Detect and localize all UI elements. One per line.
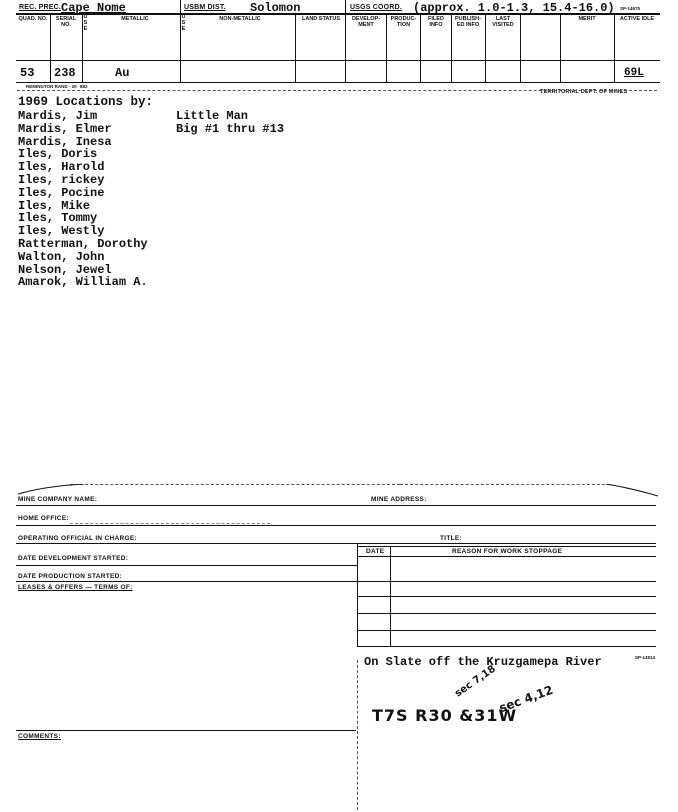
col-serial-no: SERIAL NO. bbox=[55, 16, 77, 28]
dashed-rule bbox=[400, 484, 610, 485]
form-rule bbox=[16, 543, 656, 544]
form-rule bbox=[357, 646, 656, 647]
name-item: Mardis, Inesa bbox=[18, 134, 112, 149]
rec-prec-value: Cape Nome bbox=[61, 1, 126, 15]
form-rule bbox=[357, 630, 656, 631]
leases-label: LEASES & OFFERS — TERMS OF: bbox=[18, 584, 133, 591]
col-merit: MERIT bbox=[578, 16, 596, 22]
mine-company-label: MINE COMPANY NAME: bbox=[18, 496, 98, 503]
header-vline bbox=[386, 14, 387, 82]
claim-item: Big #1 thru #13 bbox=[176, 121, 285, 136]
active-idle-value: 69L bbox=[624, 67, 644, 79]
name-item: Iles, Doris bbox=[18, 147, 98, 162]
form-rule bbox=[16, 505, 656, 506]
dashed-rule bbox=[17, 90, 657, 91]
name-item: Mardis, Elmer bbox=[18, 121, 112, 136]
col-land-status: LAND STATUS bbox=[302, 16, 340, 22]
rec-prec-label: REC. PREC. bbox=[19, 4, 62, 11]
header-vline bbox=[420, 14, 421, 82]
names-list bbox=[18, 110, 148, 289]
form-code-2: SP-14814 bbox=[635, 655, 656, 660]
name-item: Mardis, Jim bbox=[18, 109, 98, 123]
name-item: Ratterman, Dorothy bbox=[18, 236, 148, 251]
col-metallic: METALLIC bbox=[121, 16, 149, 22]
form-rule bbox=[357, 546, 656, 547]
header-vline bbox=[180, 0, 181, 82]
usbm-dist-label: USBM DIST. bbox=[184, 4, 226, 11]
header-bottom-rule bbox=[16, 82, 660, 83]
form-rule bbox=[357, 613, 656, 614]
usgs-coord-value: (approx. 1.0-1.3, 15.4-16.0) bbox=[413, 1, 615, 15]
name-item: Iles, Westly bbox=[18, 224, 105, 239]
quad-value: 53 bbox=[20, 66, 35, 80]
usgs-coord-label: USGS COORD. bbox=[350, 4, 402, 11]
operating-official-label: OPERATING OFFICIAL IN CHARGE: bbox=[18, 535, 137, 542]
col-use-metallic: U S E bbox=[83, 14, 88, 32]
claims-list bbox=[176, 110, 284, 136]
locations-heading: 1969 Locations by: bbox=[18, 95, 154, 109]
comments-label: COMMENTS: bbox=[18, 733, 61, 740]
handwritten-township: T7S R30 &31W bbox=[372, 706, 518, 725]
form-rule bbox=[357, 596, 656, 597]
header-vline bbox=[614, 14, 615, 82]
header-vline bbox=[485, 14, 486, 82]
reason-col-label: REASON FOR WORK STOPPAGE bbox=[452, 548, 563, 555]
territorial-dept: TERRITORIAL DEPT. OF MINES bbox=[540, 89, 628, 95]
header-vline bbox=[560, 14, 561, 82]
header-vline bbox=[295, 14, 296, 82]
form-vline bbox=[390, 546, 391, 646]
name-item: Walton, John bbox=[18, 249, 105, 264]
name-item: Iles, Pocine bbox=[18, 185, 105, 200]
location-note: On Slate off the Kruzgamepa River bbox=[364, 655, 602, 669]
col-active-idle: ACTIVE IDLE bbox=[619, 16, 655, 22]
header-row-rule bbox=[16, 60, 660, 61]
form-rule bbox=[16, 581, 656, 582]
form-vline bbox=[357, 543, 358, 646]
name-item: Iles, rickey bbox=[18, 172, 105, 187]
header-top-rule bbox=[16, 13, 660, 15]
usbm-dist-value: Solomon bbox=[250, 1, 301, 15]
small-print: REMINGTON RAND - 20 bbox=[26, 84, 77, 89]
form-rule bbox=[357, 556, 656, 557]
mine-address-label: MINE ADDRESS: bbox=[371, 496, 427, 503]
col-nonmetallic: NON-METALLIC bbox=[219, 16, 261, 22]
date-development-label: DATE DEVELOPMENT STARTED: bbox=[18, 555, 129, 562]
title-label: TITLE: bbox=[440, 535, 463, 542]
col-last-visited: LAST VISITED bbox=[492, 16, 514, 28]
form-vline bbox=[357, 660, 358, 810]
date-production-label: DATE PRODUCTION STARTED: bbox=[18, 573, 123, 580]
header-vline bbox=[520, 14, 521, 82]
curl-right bbox=[606, 484, 660, 498]
col-published-info: PUBLISH- ED INFO bbox=[455, 16, 481, 28]
name-item: Amarok, William A. bbox=[18, 275, 148, 290]
claim-item: Little Man bbox=[176, 109, 249, 123]
col-filed-info: FILED INFO bbox=[428, 16, 444, 28]
dashed-rule bbox=[70, 523, 270, 524]
form-rule bbox=[16, 565, 357, 566]
col-production: PRODUC- TION bbox=[390, 16, 417, 28]
name-item: Iles, Tommy bbox=[18, 211, 98, 226]
serial-value: 238 bbox=[54, 66, 76, 80]
handwritten-sec-2: sec 4,12 bbox=[497, 682, 555, 716]
name-item: Iles, Mike bbox=[18, 198, 91, 213]
name-item: Iles, Harold bbox=[18, 160, 105, 175]
metallic-value: Au bbox=[115, 66, 130, 80]
form-code: SP-14675 bbox=[620, 6, 641, 11]
col-development: DEVELOP- MENT bbox=[351, 16, 381, 28]
handwritten-sec-1: sec 7,18 bbox=[453, 663, 498, 700]
curl-left bbox=[16, 484, 86, 496]
dashed-rule bbox=[70, 484, 400, 485]
date-col-label: DATE bbox=[366, 548, 385, 555]
form-rule bbox=[16, 525, 656, 526]
header-vline bbox=[345, 0, 346, 82]
col-use-nonmetallic: U S E bbox=[181, 14, 186, 32]
home-office-label: HOME OFFICE: bbox=[18, 515, 69, 522]
small-print-code: 882 bbox=[80, 84, 88, 89]
form-rule bbox=[16, 730, 356, 731]
col-quad-no: QUAD. NO. bbox=[18, 16, 48, 22]
name-item: Nelson, Jewel bbox=[18, 262, 112, 277]
